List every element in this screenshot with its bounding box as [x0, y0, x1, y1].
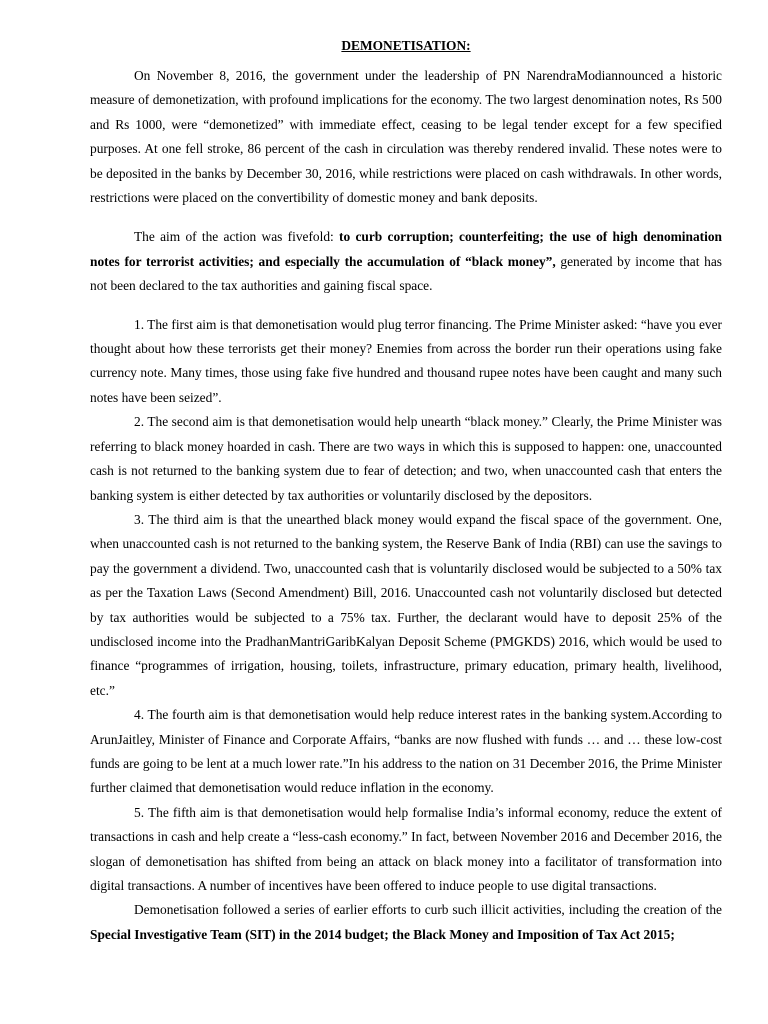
aim-2-paragraph: 2. The second aim is that demonetisation would help unearth “black money.” Clearly, the Prime Minister was referring to black money hoarded in cash. There are two ways in which this is supposed to happen: one, unaccounted cash is not returned to the banking system due to fear of detection; and two, when unaccounted cash that enters the banking system is either detected by tax authorities or voluntarily disclosed by the depositors. [90, 414, 722, 503]
aim-3-paragraph: 3. The third aim is that the unearthed black money would expand the fiscal space of the government. One, when unaccounted cash is not returned to the banking system, the Reserve Bank of India (RBI) can use the savings to pay the government a dividend. Two, unaccounted cash that is voluntarily disclosed would be subjected to a 50% tax as per the Taxation Laws (Second Amendment) Bill, 2016. Unaccounted cash not voluntarily disclosed but detected by tax authorities would be subjected to a 75% tax. Further, the declarant would have to deposit 25% of the undisclosed income into the PradhanMantriGaribKalyan Deposit Scheme (PMGKDS) 2016, which would be used to finance “programmes of irrigation, housing, toilets, infrastructure, primary education, primary health, livelihood, etc.” [90, 511, 722, 698]
closing-bold: Special Investigative Team (SIT) in the 2014 budget; the Black Money and Imposition of Tax Act 2015; [90, 926, 675, 942]
aim-5-paragraph: 5. The fifth aim is that demonetisation would help formalise India’s informal economy, reduce the extent of transactions in cash and help create a “less-cash economy.” In fact, between November 2016 and December 2016, the slogan of demonetisation has shifted from being an attack on black money into a facilitator of transformation into digital transactions. A number of incentives have been offered to induce people to use digital transactions. [90, 804, 722, 893]
closing-paragraph [90, 898, 722, 947]
aim-1-paragraph: 1. The first aim is that demonetisation would plug terror financing. The Prime Minister asked: “have you ever thought about how these terrorists get their money? Enemies from across the border run their operations using fake currency note. Many times, those using fake five hundred and thousand rupee notes have been caught and many such notes have been seized”. [90, 316, 722, 405]
intro-paragraph: On November 8, 2016, the government under the leadership of PN NarendraModiannounced a historic measure of demonetization, with profound implications for the economy. The two largest denomination notes, Rs 500 and Rs 1000, were “demonetized” with immediate effect, ceasing to be legal tender except for a few specified purposes. At one fell stroke, 86 percent of the cash in circulation was thereby rendered invalid. These notes were to be deposited in the banks by December 30, 2016, while restrictions were placed on cash withdrawals. In other words, restrictions were placed on the convertibility of domestic money and bank deposits. [90, 68, 722, 206]
closing-text: Demonetisation followed a series of earlier efforts to curb such illicit activities, including the creation of the [134, 902, 722, 918]
aim-summary-end: generated by income that has not been declared to the tax authorities and gaining fiscal space. [90, 253, 723, 294]
document-page [90, 34, 722, 947]
aim-summary-paragraph [90, 225, 722, 298]
aim-summary-text: The aim of the action was fivefold: [134, 229, 340, 245]
document-title: DEMONETISATION: [341, 38, 471, 53]
aim-4-paragraph: 4. The fourth aim is that demonetisation would help reduce interest rates in the banking system.According to ArunJaitley, Minister of Finance and Corporate Affairs, “banks are now flushed with funds … and … these low-cost funds are going to be lent at a much lower rate.”In his address to the nation on 31 December 2016, the Prime Minister further claimed that demonetisation would reduce inflation in the economy. [90, 707, 722, 796]
aim-summary-bold: to curb corruption; counterfeiting; the use of high denomination notes for terrorist activities; and especially the accumulation of “black money”, [90, 229, 722, 269]
